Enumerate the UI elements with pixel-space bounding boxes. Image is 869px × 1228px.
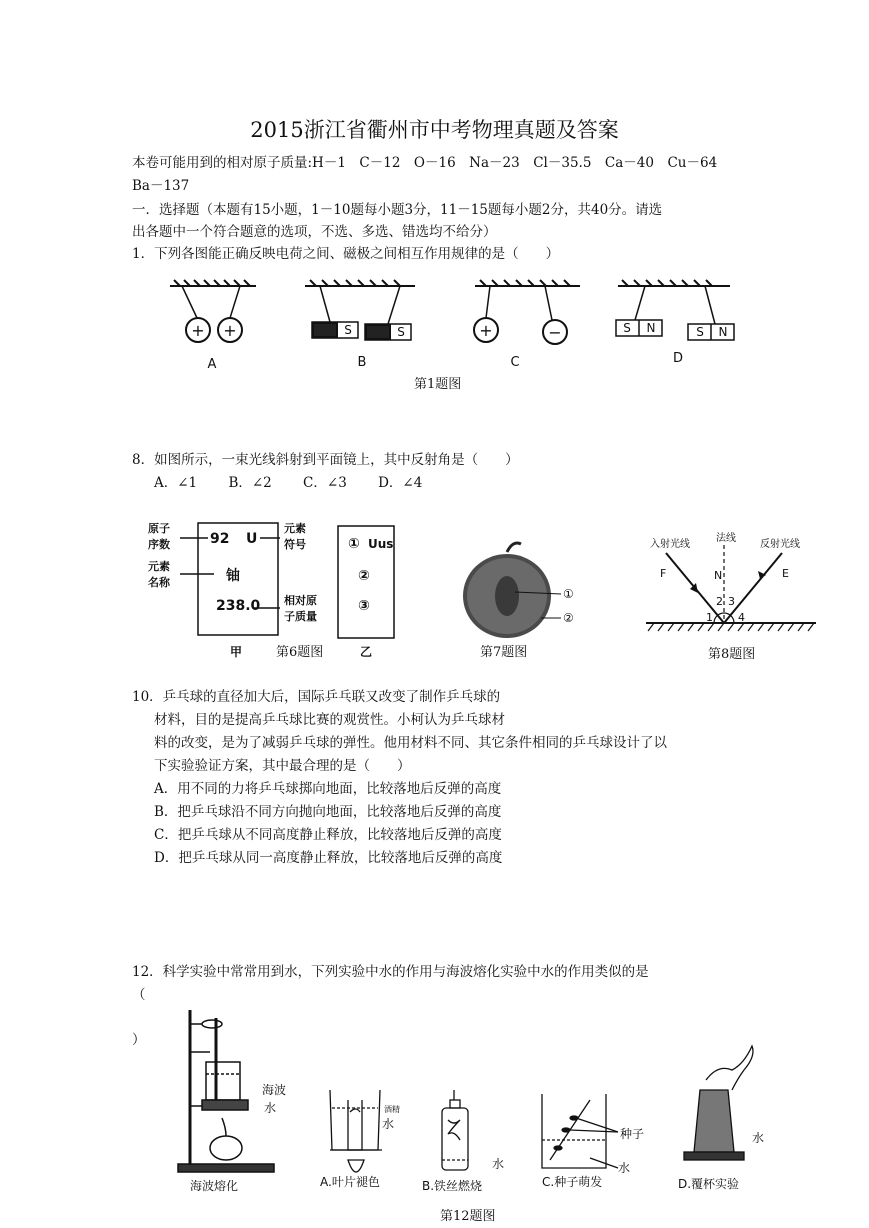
fig12-label-shui-2: 水: [382, 1117, 395, 1131]
figure-7: [455, 538, 595, 638]
fig8-label-incident: 入射光线: [650, 539, 690, 550]
q10-line-2: 材料，目的是提高乒乓球比赛的观赏性。小柯认为乒乓球材: [154, 712, 505, 728]
fig6-element-name: 铀: [226, 568, 240, 584]
fig12-d-apparatus: [684, 1046, 753, 1160]
question-12-paren-close: ）: [132, 1032, 146, 1048]
fig12-b-apparatus: [442, 1090, 468, 1170]
fig6-atomic-mass: 238.0: [216, 598, 261, 614]
fig6-label-yuansu: 元素: [148, 560, 170, 573]
fig8-angle-3: 3: [728, 595, 735, 608]
fig6-atomic-number: 92: [210, 531, 230, 547]
figure-1d: [616, 280, 734, 340]
q10-line-1: 10．乒乓球的直径加大后，国际乒乓联又改变了制作乒乓球的: [132, 689, 501, 705]
question-12-text: 12．科学实验中常常用到水，下列实验中水的作用与海波熔化实验中水的作用类似的是: [132, 964, 649, 980]
q10-option-b: B．把乒乓球沿不同方向抛向地面，比较落地后反弹的高度: [154, 804, 502, 820]
fig7-marker-2: ②: [563, 611, 574, 625]
fig8-angle-1: 1: [706, 611, 713, 624]
question-8-options: A．∠1 B．∠2 C．∠3 D．∠4: [154, 475, 423, 491]
section-heading-2: 出各题中一个符合题意的选项，不选、多选、错选均不给分）: [132, 224, 497, 240]
intro-line-2: Ba－137: [132, 178, 190, 194]
fig12-caption-c: C.种子萌发: [542, 1175, 603, 1189]
fig12-label-shui-4: 水: [618, 1161, 631, 1175]
fig12-label-jiujing: 酒精: [384, 1105, 400, 1114]
fig6-box-uus: Uus: [368, 537, 394, 551]
fig8-label-reflected: 反射光线: [760, 539, 800, 550]
fig6-label-xiangduiyuan: 相对原: [284, 594, 317, 607]
fig12-a-apparatus: [330, 1090, 382, 1172]
fig8-label-e: E: [782, 567, 789, 580]
q10-line-3: 料的改变，是为了减弱乒乓球的弹性。他用材料不同、其它条件相同的乒乓球设计了以: [154, 735, 667, 751]
plus-sign-c: +: [479, 321, 493, 340]
fig1-label-a: A: [207, 357, 217, 372]
question-12-paren-open: （: [132, 987, 146, 1003]
fig7-marker-1: ①: [563, 587, 574, 601]
page-title: 2015浙江省衢州市中考物理真题及答案: [250, 118, 619, 142]
figure-1-caption: 第1题图: [414, 377, 462, 392]
plus-sign-a1: +: [191, 321, 205, 340]
fig12-label-haibo: 海波: [262, 1083, 287, 1097]
fig6-box-3: ③: [358, 598, 370, 614]
fig8-label-f: F: [660, 567, 667, 580]
fig12-caption-b: B.铁丝燃烧: [422, 1179, 483, 1193]
figure-1: [160, 268, 750, 378]
fig8-angle-2: 2: [716, 595, 723, 608]
fig12-label-shui-3: 水: [492, 1157, 505, 1171]
figure-8: [640, 525, 820, 635]
q10-option-c: C．把乒乓球从不同高度静止释放，比较落地后反弹的高度: [154, 827, 502, 843]
pole-s-d1: S: [623, 321, 631, 335]
fig12-caption-a: A.叶片褪色: [320, 1175, 380, 1189]
fig12-label-zhongzi: 种子: [620, 1127, 645, 1141]
fig12-label-shui-5: 水: [752, 1131, 765, 1145]
figure-6-caption: 第6题图: [276, 645, 324, 660]
fig6-label-yuansu2: 元素: [284, 522, 306, 535]
intro-line-1: 本卷可能用到的相对原子质量:H－1 C－12 O－16 Na－23 Cl－35.5 Ca－40 Cu－64: [132, 155, 718, 171]
fig6-symbol: U: [246, 531, 258, 547]
pole-s-b1: S: [344, 323, 352, 337]
figure-8-caption: 第8题图: [708, 647, 756, 662]
q10-line-4: 下实验验证方案，其中最合理的是（ ）: [154, 758, 411, 774]
pole-s-d2: S: [696, 325, 704, 339]
fig12-c-apparatus: [542, 1094, 618, 1168]
fig8-label-n: N: [714, 569, 723, 582]
fig6-box-2: ②: [358, 568, 370, 584]
figure-12: [170, 1000, 790, 1200]
fig8-angle-4: 4: [738, 611, 745, 624]
fig6-box-1: ①: [348, 536, 360, 552]
fig12-caption-d: D.覆杯实验: [678, 1177, 740, 1191]
fig6-label-mingcheng: 名称: [148, 576, 170, 589]
fig8-label-normal: 法线: [716, 533, 736, 544]
question-8-text: 8．如图所示，一束光线斜射到平面镜上，其中反射角是（ ）: [132, 452, 519, 468]
q10-option-a: A．用不同的力将乒乓球掷向地面，比较落地后反弹的高度: [154, 781, 502, 797]
pole-s-b2: S: [397, 325, 405, 339]
pole-n-d1: N: [646, 321, 656, 335]
fig1-label-c: C: [510, 355, 520, 370]
fig6-label-jia: 甲: [230, 645, 243, 659]
figure-12-caption: 第12题图: [440, 1209, 496, 1224]
minus-sign-c: −: [548, 323, 562, 342]
question-1-text: 1．下列各图能正确反映电荷之间、磁极之间相互作用规律的是（ ）: [132, 246, 560, 262]
fig12-label-shui-1: 水: [264, 1101, 277, 1115]
figure-7-caption: 第7题图: [480, 645, 528, 660]
fig6-label-fuhao: 符号: [284, 538, 306, 551]
pole-n-d2: N: [718, 325, 728, 339]
fig1-label-d: D: [672, 351, 684, 366]
fig1-label-b: B: [357, 355, 367, 370]
fig6-label-xushu: 序数: [148, 538, 170, 551]
q10-option-d: D．把乒乓球从同一高度静止释放，比较落地后反弹的高度: [154, 850, 503, 866]
fig6-label-yuanzi: 原子: [148, 522, 170, 535]
figure-1a: [170, 280, 256, 342]
fig6-label-yi: 乙: [360, 645, 373, 659]
fig12-caption-haibo: 海波熔化: [190, 1179, 239, 1193]
fig6-label-zizhiliang: 子质量: [284, 610, 317, 623]
section-heading-1: 一．选择题（本题有15小题，1－10题每小题3分，11－15题每小题2分，共40分。请选: [132, 202, 663, 218]
plus-sign-a2: +: [223, 321, 237, 340]
